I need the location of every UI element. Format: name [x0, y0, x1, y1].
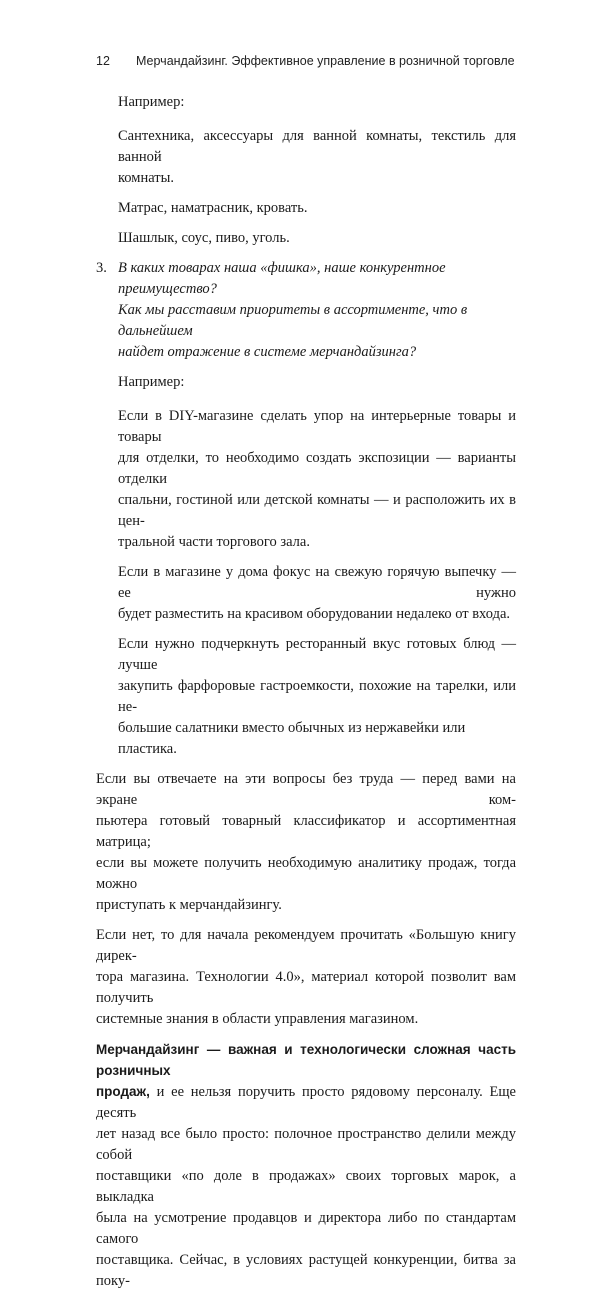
bold-lead: продаж, — [96, 1084, 150, 1099]
body-paragraph: Если вы отвечаете на эти вопросы без труда — перед вами на экране ком- пьютера готовый товарный классификатор и ассортиментная матрица; если вы можете получить необходимую аналитику продаж, тогда можно приступать к мерчандайзингу. — [96, 771, 516, 913]
example-label: Например: — [118, 374, 185, 390]
running-header — [96, 54, 520, 68]
body-paragraph: Если нет, то для начала рекомендуем прочитать «Большую книгу дирек- тора магазина. Технологии 4.0», материал которой позволит вам получить системные знания в области управления магазином. — [96, 927, 516, 1027]
example-paragraph: Если в магазине у дома фокус на свежую горячую выпечку — ее нужно будет разместить на красивом оборудовании недалеко от входа. — [118, 564, 516, 622]
question-3: 3. В каких товарах наша «фишка», наше конкурентное преимущество? Как мы расставим приоритеты в ассортименте, что в дальнейшем найдет отражение в системе мерчандайзинга? — [96, 260, 468, 360]
example-item: Матрас, наматрасник, кровать. — [118, 200, 308, 216]
example-paragraph: Если в DIY-магазине сделать упор на интерьерные товары и товары для отделки, то необходимо создать экспозиции — варианты отделки спальни, гостиной или детской комнаты — и расположить их в цен- тральной части торгового зала. — [118, 408, 516, 550]
page-body — [96, 92, 516, 1292]
item-number: 3. — [96, 260, 107, 276]
example-label: Например: — [118, 94, 185, 110]
example-item: Шашлык, соус, пиво, уголь. — [118, 230, 290, 246]
page-number: 12 — [96, 54, 110, 68]
example-item: Сантехника, аксессуары для ванной комнаты, текстиль для ванной комнаты. — [118, 128, 516, 186]
bold-lead: Мерчандайзинг — важная и технологически сложная часть розничных — [96, 1042, 516, 1078]
body-paragraph: Мерчандайзинг — важная и технологически сложная часть розничных продаж, и ее нельзя поручить просто рядовому персоналу. Еще десять лет назад все было просто: полочное пространство делили между собой поставщики «по доле в продажах» своих торговых марок, а выкладка была на усмотрение продавцов и директора либо по стандартам самого поставщика. Сейчас, в условиях растущей конкуренции, битва за поку- — [96, 1039, 516, 1292]
book-title: Мерчандайзинг. Эффективное управление в розничной торговле — [136, 54, 515, 68]
example-paragraph: Если нужно подчеркнуть ресторанный вкус готовых блюд — лучше закупить фарфоровые гастроемкости, похожие на тарелки, или не- большие салатники вместо обычных из нержавейки или пластика. — [118, 636, 516, 757]
